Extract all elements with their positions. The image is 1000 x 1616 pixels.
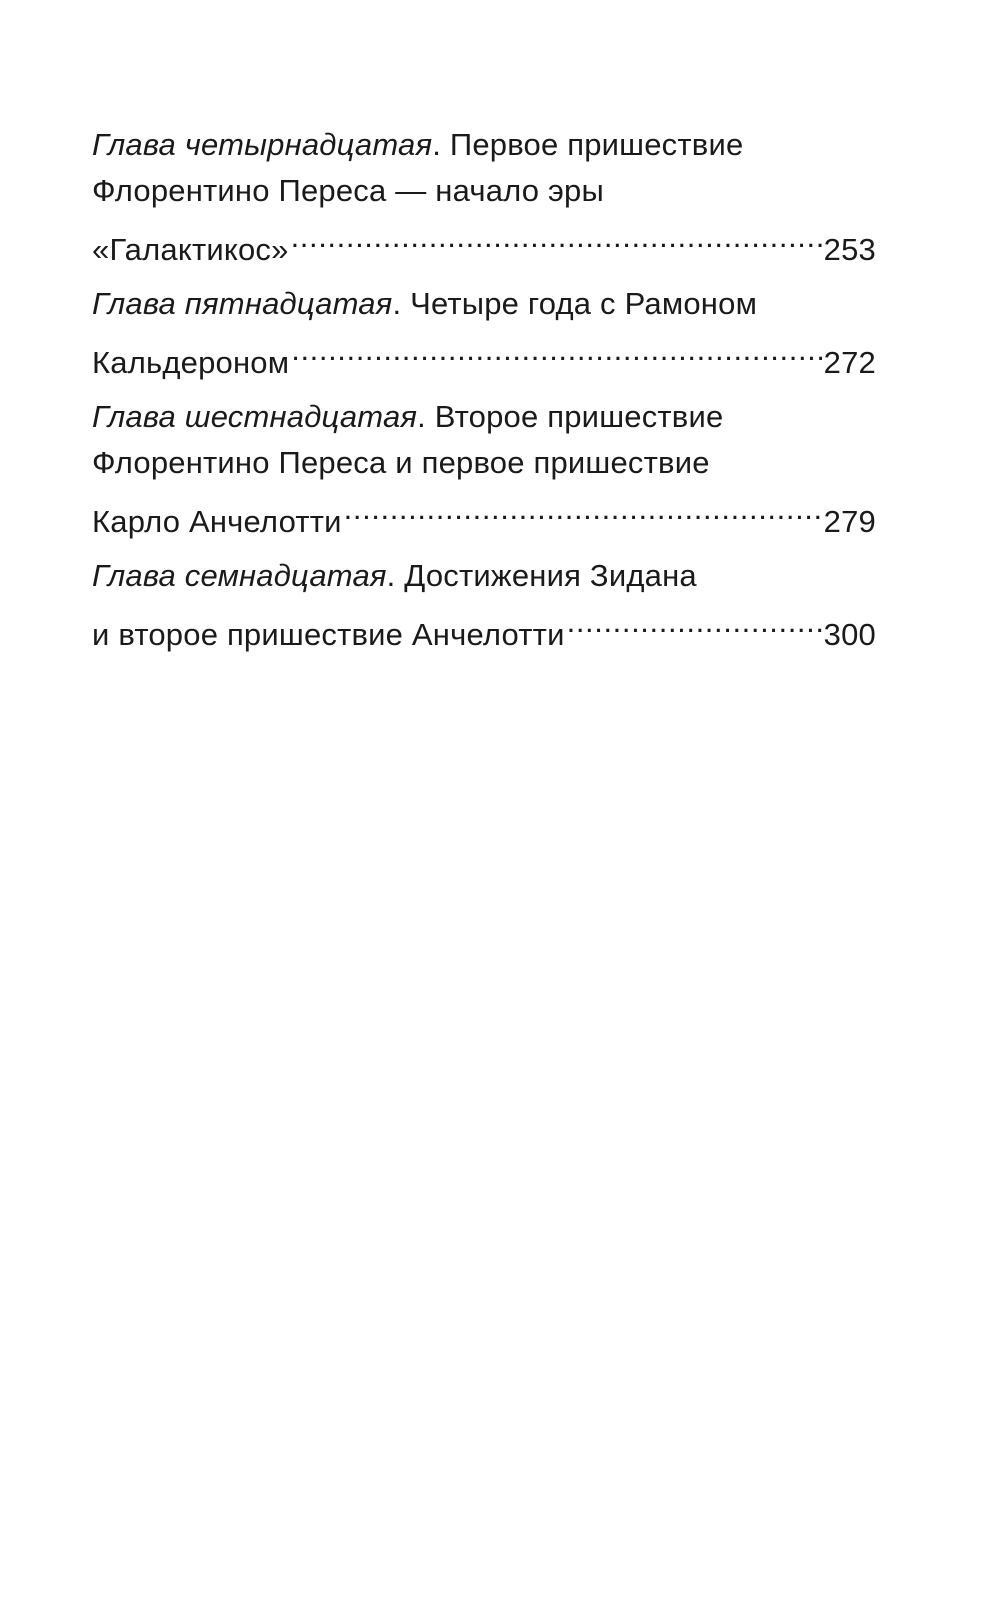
dot-leader: [567, 599, 822, 645]
chapter-title-line: Флорентино Переса — начало эры: [92, 173, 604, 208]
toc-entry-heading-line: [92, 553, 876, 599]
toc-entry-chapter-14[interactable]: [92, 122, 876, 273]
toc-entry-final-line: [92, 214, 876, 273]
toc-entry-heading-line: [92, 281, 876, 327]
dot-leader: [291, 214, 822, 260]
toc-entry-final-line: [92, 486, 876, 545]
toc-entry-chapter-15[interactable]: [92, 281, 876, 386]
page-number: 272: [823, 345, 876, 380]
chapter-title-end: Карло Анчелотти: [92, 504, 342, 539]
toc-entry-heading-line: [92, 394, 876, 440]
page-number: 279: [823, 504, 876, 539]
chapter-label: Глава семнадцатая: [92, 558, 387, 593]
dot-leader: [344, 486, 822, 532]
toc-entry-heading-line: [92, 122, 876, 168]
chapter-label: Глава шестнадцатая: [92, 399, 418, 434]
chapter-title-end: Кальдероном: [92, 345, 290, 380]
toc-entry-chapter-16[interactable]: [92, 394, 876, 545]
chapter-title-end: «Галактикос»: [92, 232, 289, 267]
toc-entry-chapter-17[interactable]: [92, 553, 876, 658]
chapter-label: Глава пятнадцатая: [92, 286, 393, 321]
page-number: 300: [823, 617, 876, 652]
chapter-title-start: . Четыре года с Рамоном: [392, 286, 758, 321]
toc-entry-final-line: [92, 599, 876, 658]
page-number: 253: [823, 232, 876, 267]
chapter-title-start: . Второе пришествие: [417, 399, 724, 434]
chapter-title-start: . Первое пришествие: [432, 127, 744, 162]
chapter-title-start: . Достижения Зидана: [386, 558, 697, 593]
chapter-title-line: Флорентино Переса и первое пришествие: [92, 445, 710, 480]
table-of-contents: [92, 122, 876, 666]
chapter-title-end: и второе пришествие Анчелотти: [92, 617, 565, 652]
toc-entry-final-line: [92, 327, 876, 386]
chapter-label: Глава четырнадцатая: [92, 127, 433, 162]
dot-leader: [291, 327, 821, 373]
